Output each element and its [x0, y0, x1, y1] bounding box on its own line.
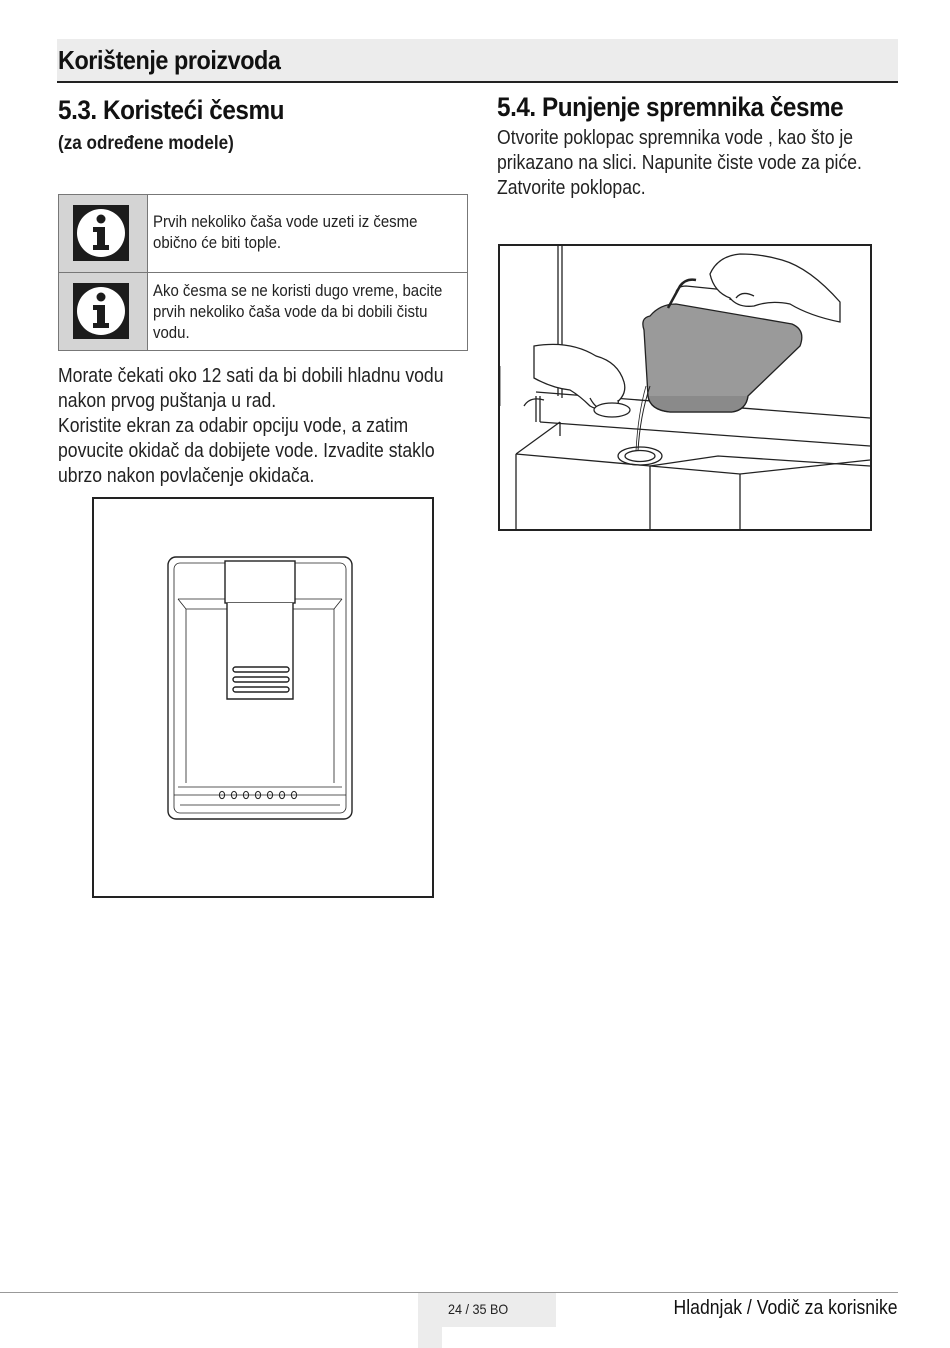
subtitle-models: (za određene modele): [58, 133, 234, 154]
info-icon: [73, 283, 129, 339]
tank-filling-drawing: [500, 246, 870, 529]
water-tank-filling-illustration: [498, 244, 872, 531]
info-icon: [73, 205, 129, 261]
body-text-5-4: Otvorite poklopac spremnika vode , kao što je prikazano na slici. Napunite čiste vode za piće. Zatvorite poklopac.: [497, 127, 862, 199]
section-title: Korištenje proizvoda: [58, 45, 281, 75]
heading-5-3: 5.3. Koristeći česmu: [58, 95, 285, 125]
heading-5-4: 5.4. Punjenje spremnika česme: [497, 92, 844, 122]
info-note-1: [59, 195, 467, 273]
section-header: [57, 39, 898, 83]
dispenser-drawing: [94, 499, 432, 896]
info-note-text: Ako česma se ne koristi dugo vreme, bacite prvih nekoliko čaša vode da bi dobili čistu vodu.: [153, 281, 443, 342]
document-title: Hladnjak / Vodič za korisnike: [673, 1297, 898, 1319]
body-text-5-3: Morate čekati oko 12 sati da bi dobili hladnu vodu nakon prvog puštanja u rad. Koristite ekran za odabir opciju vode, a zatim povucite okidač da dobijete vode. Izvadite staklo ubrzo nakon povlačenje okidača.: [58, 365, 444, 487]
info-note-2: [59, 273, 467, 350]
dispenser-illustration: [92, 497, 434, 898]
info-notes-table: [58, 194, 468, 351]
info-note-text: Prvih nekoliko čaša vode uzeti iz česme obično će biti tople.: [153, 212, 418, 252]
page-number: 24 / 35 BO: [448, 1301, 509, 1317]
footer-tab: [418, 1327, 442, 1348]
